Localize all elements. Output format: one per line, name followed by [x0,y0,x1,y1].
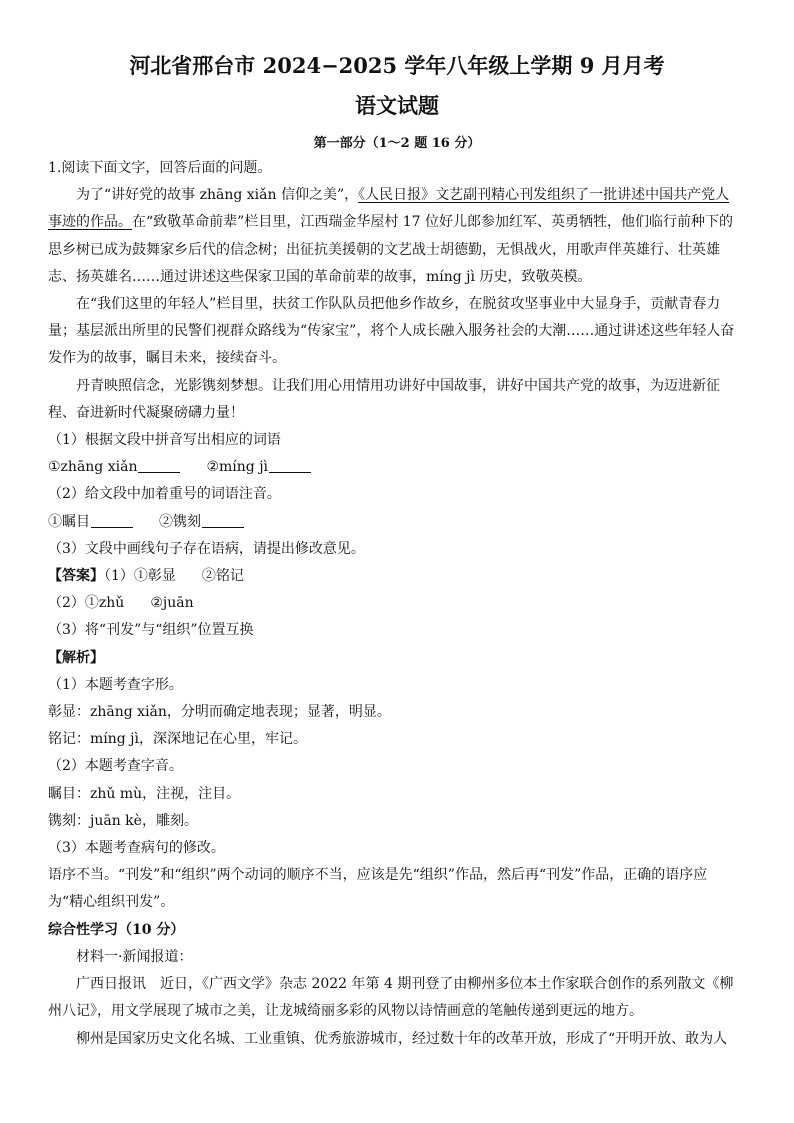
document-body [48,155,742,1053]
answer-line-3: （3）将“刊发”与“组织”位置互换 [48,622,254,639]
sub-question-1-blanks: ①zhāng xiǎn ②míng jì [48,454,742,481]
analysis-line: 瞩目：zhǔ mù，注视，注目。 [48,785,241,802]
analysis-line: 铭记：míng jì，深深地记在心里，牢记。 [48,731,307,748]
answer-label: 【答案】 [48,568,104,585]
page-subtitle: 语文试题 [355,93,439,118]
passage-paragraph-1: 为了“讲好党的故事 zhāng xiǎn 信仰之美”，《人民日报》文艺副刊精心刊发组织了一批讲述中国共产党人事迹的作品。在“致敬革命前辈”栏目里，江西瑞金华屋村 17 位好儿郎参加红军、英勇牺牲，他们临行前种下的思乡树已成为鼓舞家乡后代的信念树；出征抗美援朝的文艺战士胡德勤，无惧战火，用歌声伴英雄行、壮英雄志、扬英雄名……通过讲述这些保家卫国的革命前辈的故事，míng jì 历史，致敬英模。 [48,187,734,285]
passage-paragraph-2: 在“我们这里的年轻人”栏目里，扶贫工作队队员把他乡作故乡，在脱贫攻坚事业中大显身手，贡献青春力量；基层派出所里的民警们视群众路线为“传家宝”，将个人成长融入服务社会的大潮……通过讲述这些年轻人奋发作为的故事，瞩目未来，接续奋斗。 [48,296,735,367]
analysis-line: 镌刻：juān kè，雕刻。 [48,812,198,829]
analysis-label: 【解析】 [48,649,104,666]
comprehensive-heading: 综合性学习（10 分） [48,921,185,938]
answer-line-2: （2）①zhǔ ②juān [48,595,194,612]
sub-question-3: （3）文段中画线句子存在语病，请提出修改意见。 [48,540,365,557]
answer-blank [138,458,180,473]
answer-blank [269,458,311,473]
analysis-line: （2）本题考查字音。 [48,758,183,775]
analysis-line: 彰显：zhāng xiǎn，分明而确定地表现；显著，明显。 [48,704,391,721]
question-stem: 1.阅读下面文字，回答后面的问题。 [48,160,272,176]
analysis-conclusion: 语序不当。“刊发”和“组织”两个动词的顺序不当，应该是先“组织”作品，然后再“刊发”作品，正确的语序应为“精心组织刊发”。 [48,867,708,911]
passage-paragraph-3: 丹青映照信念，光影镌刻梦想。让我们用心用情用功讲好中国故事，讲好中国共产党的故事，为迈进新征程、奋进新时代凝聚磅礴力量！ [48,377,720,421]
analysis-line: （3）本题考查病句的修改。 [48,840,225,857]
material-label: 材料一·新闻报道： [76,948,193,965]
material-paragraph-1: 广西日报讯 近日，《广西文学》杂志 2022 年第 4 期刊登了由柳州多位本土作家联合创作的系列散文《柳州八记》，用文学展现了城市之美，让龙城绮丽多彩的风物以诗情画意的笔触传递到更远的地方。 [48,976,734,1020]
analysis-line: （1）本题考查字形。 [48,676,183,693]
sub-question-1: （1）根据文段中拼音写出相应的词语 [48,432,281,449]
answer-line-1: 【答案】（1）①彰显 ②铭记 [48,568,244,585]
answer-blank [91,513,133,528]
underlined-sentence: 《人民日报》文艺副刊精心刊发组织了一批讲述中国共产党人事迹的作品。 [48,187,730,231]
sub-question-2-blanks: ①瞩目 ②镌刻 [48,509,742,536]
sub-question-2: （2）给文段中加着重号的词语注音。 [48,486,281,503]
page-title: 河北省邢台市 2024−2025 学年八年级上学期 9 月月考 [129,53,665,78]
section-heading: 第一部分（1～2 题 16 分） [313,136,481,151]
material-paragraph-2: 柳州是国家历史文化名城、工业重镇、优秀旅游城市，经过数十年的改革开放，形成了“开明开放、敢为人 [76,1030,728,1047]
answer-blank [202,513,244,528]
